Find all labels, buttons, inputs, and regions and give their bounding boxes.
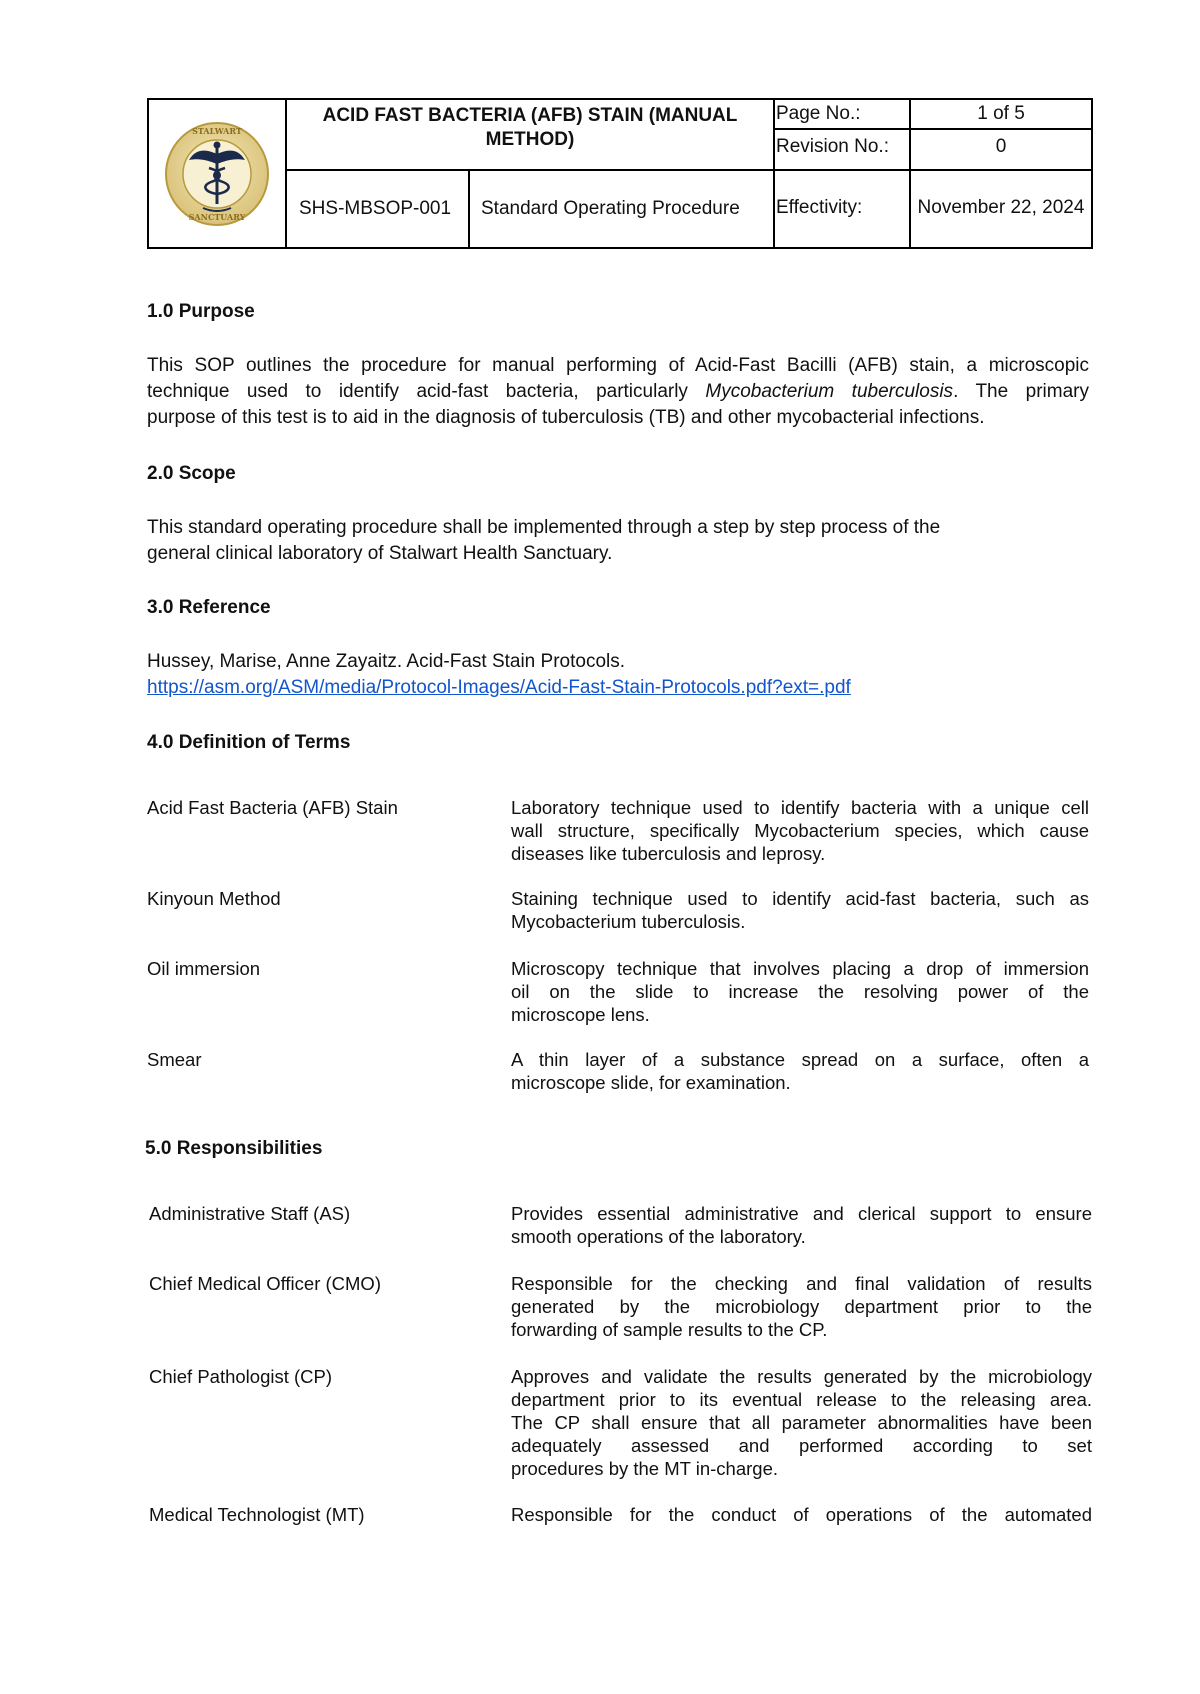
document-title: ACID FAST BACTERIA (AFB) STAIN (MANUAL METHOD) (287, 100, 775, 171)
stalwart-health-logo (163, 120, 271, 228)
responsibility-role: Medical Technologist (MT) (149, 1504, 365, 1525)
logo-cell (149, 100, 287, 247)
definition-term: Smear (147, 1049, 202, 1070)
document-type: Standard Operating Procedure (470, 171, 775, 247)
scope-line-1: This standard operating procedure shall be implemented through a step by step process of the (147, 517, 941, 538)
definitions-heading: 4.0 Definition of Terms (147, 732, 351, 753)
definition-term: Kinyoun Method (147, 888, 281, 909)
definition-term: Acid Fast Bacteria (AFB) Stain (147, 797, 398, 818)
purpose-heading: 1.0 Purpose (147, 301, 255, 322)
reference-heading: 3.0 Reference (147, 597, 271, 618)
definition-term: Oil immersion (147, 958, 261, 979)
purpose-line-2: technique used to identify acid-fast bacteria, particularly Mycobacterium tuberculosis. The primary (147, 381, 1089, 402)
definition-text: Staining technique used to identify acid-fast bacteria, such as Mycobacterium tuberculosis. (511, 888, 1089, 932)
revision-value: 0 (911, 130, 1091, 171)
effectivity-value: November 22, 2024 (917, 197, 1085, 218)
svg-text:STALWART: STALWART (192, 125, 242, 136)
responsibility-text: Responsible for the conduct of operations of the automated (511, 1504, 1092, 1525)
definition-text: A thin layer of a substance spread on a surface, often a microscope slide, for examination. (511, 1049, 1089, 1093)
document-code: SHS-MBSOP-001 (287, 171, 470, 247)
responsibility-role: Administrative Staff (AS) (149, 1203, 351, 1224)
scope-heading: 2.0 Scope (147, 463, 236, 484)
reference-link[interactable]: https://asm.org/ASM/media/Protocol-Images/Acid-Fast-Stain-Protocols.pdf?ext=.pdf (147, 677, 851, 698)
responsibility-role: Chief Pathologist (CP) (149, 1366, 333, 1387)
revision-label: Revision No.: (775, 130, 911, 171)
svg-text:SANCTUARY: SANCTUARY (188, 211, 246, 222)
purpose-line-3: purpose of this test is to aid in the diagnosis of tuberculosis (TB) and other mycobacterial infections. (147, 407, 985, 428)
definition-text: Microscopy technique that involves placing a drop of immersion oil on the slide to increase the resolving power of the microscope lens. (511, 958, 1089, 1025)
effectivity-label: Effectivity: (775, 171, 911, 247)
page-number-label: Page No.: (775, 100, 911, 130)
responsibility-text: Responsible for the checking and final validation of results generated by the microbiology department prior to the forwarding of sample results to the CP. (511, 1273, 1092, 1340)
purpose-line-1: This SOP outlines the procedure for manual performing of Acid-Fast Bacilli (AFB) stain, a microscopic (147, 355, 1089, 376)
responsibilities-heading: 5.0 Responsibilities (145, 1138, 323, 1159)
document-header-table (147, 98, 1093, 249)
responsibility-text: Approves and validate the results generated by the microbiology department prior to its eventual release to the releasing area. The CP shall ensure that all parameter abnormalities have been adequately assessed and performed according to set procedures by the MT in-charge. (511, 1366, 1092, 1479)
page-number-value: 1 of 5 (911, 100, 1091, 130)
reference-citation: Hussey, Marise, Anne Zayaitz. Acid-Fast Stain Protocols. (147, 651, 626, 672)
responsibility-text: Provides essential administrative and clerical support to ensure smooth operations of the laboratory. (511, 1203, 1092, 1247)
definition-text: Laboratory technique used to identify bacteria with a unique cell wall structure, specifically Mycobacterium species, which cause diseases like tuberculosis and leprosy. (511, 797, 1089, 864)
responsibility-role: Chief Medical Officer (CMO) (149, 1273, 381, 1294)
scope-line-2: general clinical laboratory of Stalwart Health Sanctuary. (147, 543, 613, 564)
